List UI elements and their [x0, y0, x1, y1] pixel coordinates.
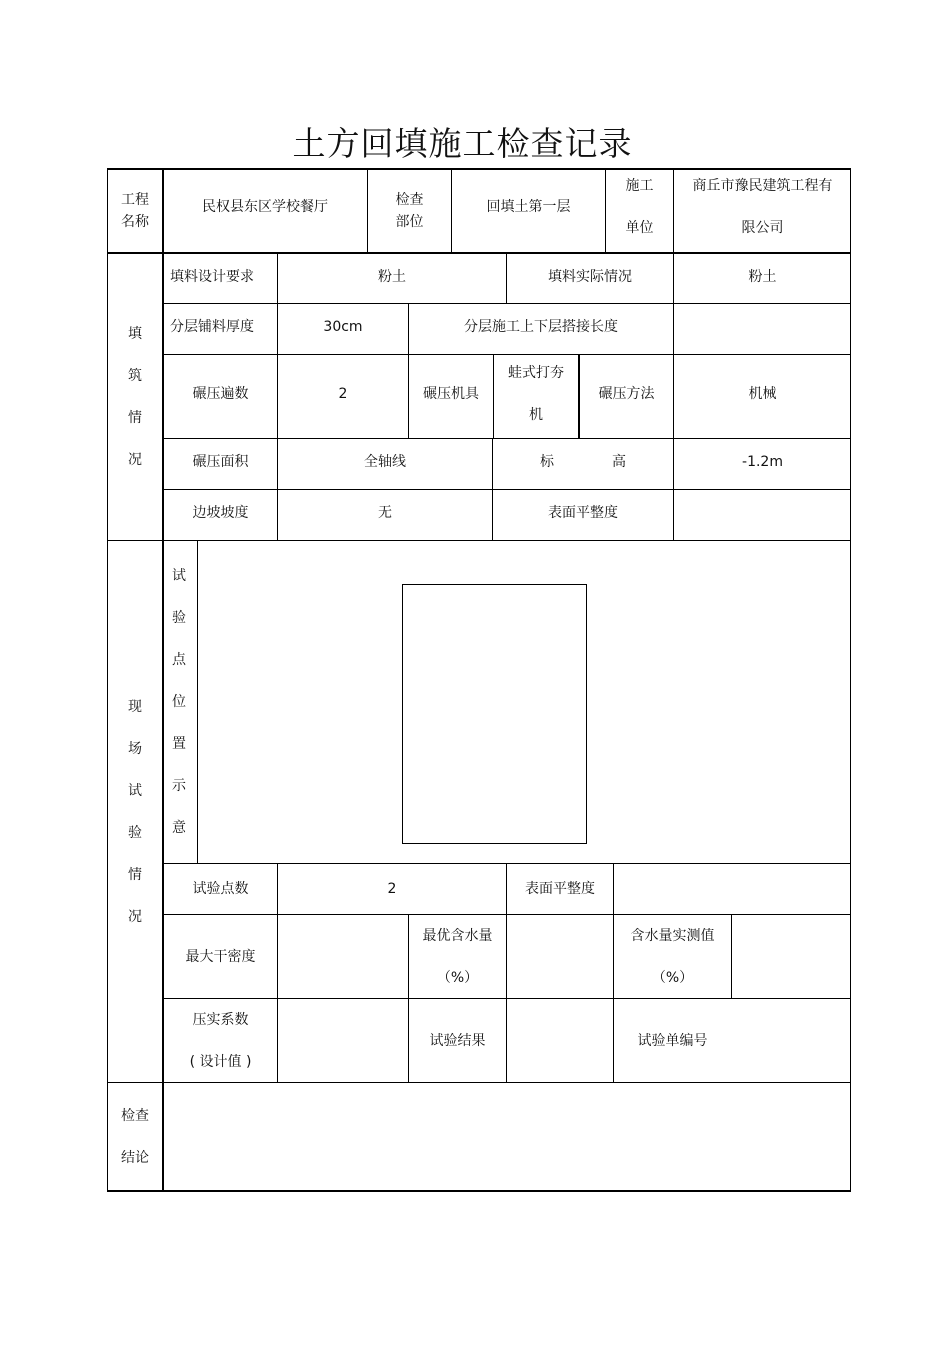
layer-thickness-value: 30cm	[323, 318, 363, 335]
compaction-area-value: 全轴线	[364, 453, 406, 470]
optimal-moisture-value	[507, 915, 613, 998]
fill-section-label: 填 筑 情 况	[128, 326, 142, 468]
compaction-area-label: 碾压面积	[192, 453, 249, 470]
page-title: 土方回填施工检查记录	[292, 124, 633, 163]
constructor-value: 商丘市豫民建筑工程有 限公司	[692, 178, 833, 236]
inspect-part-value: 回填土第一层	[486, 199, 571, 215]
test-point-diagram	[402, 584, 587, 844]
test-report-number-value	[732, 999, 851, 1082]
design-req-value: 粉土	[378, 268, 406, 285]
compaction-method-value: 机械	[748, 386, 777, 402]
inspect-part-label: 检查 部位	[395, 192, 424, 230]
measured-moisture-label: 含水量实测值 （%）	[630, 927, 715, 986]
elevation-label: 标 高	[540, 453, 626, 470]
compaction-machine-value: 蛙式打夯 机	[508, 365, 564, 423]
measured-moisture-value	[732, 915, 851, 998]
test-report-number-label: 试验单编号	[637, 1032, 708, 1049]
compaction-method-label: 碾压方法	[598, 386, 655, 402]
test-flatness-label: 表面平整度	[525, 881, 595, 897]
max-dry-density-label: 最大干密度	[185, 948, 256, 965]
surface-flatness-value	[674, 490, 851, 540]
slope-value: 无	[378, 504, 392, 521]
row-divider	[107, 540, 851, 541]
actual-fill-label: 填料实际情况	[548, 268, 632, 285]
overlap-length-label: 分层施工上下层搭接长度	[464, 318, 618, 335]
constructor-label: 施工 单位	[625, 178, 654, 236]
compaction-passes-label: 碾压遍数	[192, 386, 249, 402]
compaction-coefficient-value	[278, 999, 408, 1082]
col-divider	[197, 540, 198, 863]
overlap-length-value	[674, 304, 851, 354]
conclusion-label: 检查 结论	[121, 1108, 149, 1166]
test-points-value: 2	[387, 881, 397, 897]
compaction-passes-value: 2	[338, 386, 348, 402]
compaction-machine-label: 碾压机具	[423, 386, 479, 402]
test-result-label: 试验结果	[429, 1032, 486, 1049]
test-section-label: 现 场 试 验 情 况	[128, 698, 142, 925]
max-dry-density-value	[278, 915, 408, 998]
test-flatness-value	[614, 864, 851, 914]
layer-thickness-label: 分层铺料厚度	[170, 318, 254, 335]
surface-flatness-label: 表面平整度	[548, 504, 618, 521]
project-name-label: 工程 名称	[121, 192, 149, 230]
conclusion-value	[164, 1083, 851, 1191]
optimal-moisture-label: 最优含水量 （%）	[422, 927, 493, 986]
test-point-diagram-label: 试 验 点 位 置 示 意	[172, 568, 186, 836]
project-name-value: 民权县东区学校餐厅	[202, 199, 328, 215]
compaction-coefficient-label: 压实系数 ( 设计值 )	[189, 1011, 252, 1070]
actual-fill-value: 粉土	[748, 268, 777, 285]
elevation-value: -1.2m	[742, 453, 783, 470]
slope-label: 边坡坡度	[192, 504, 249, 521]
design-req-label: 填料设计要求	[170, 268, 254, 285]
test-result-value	[507, 999, 613, 1082]
test-points-label: 试验点数	[192, 881, 249, 897]
